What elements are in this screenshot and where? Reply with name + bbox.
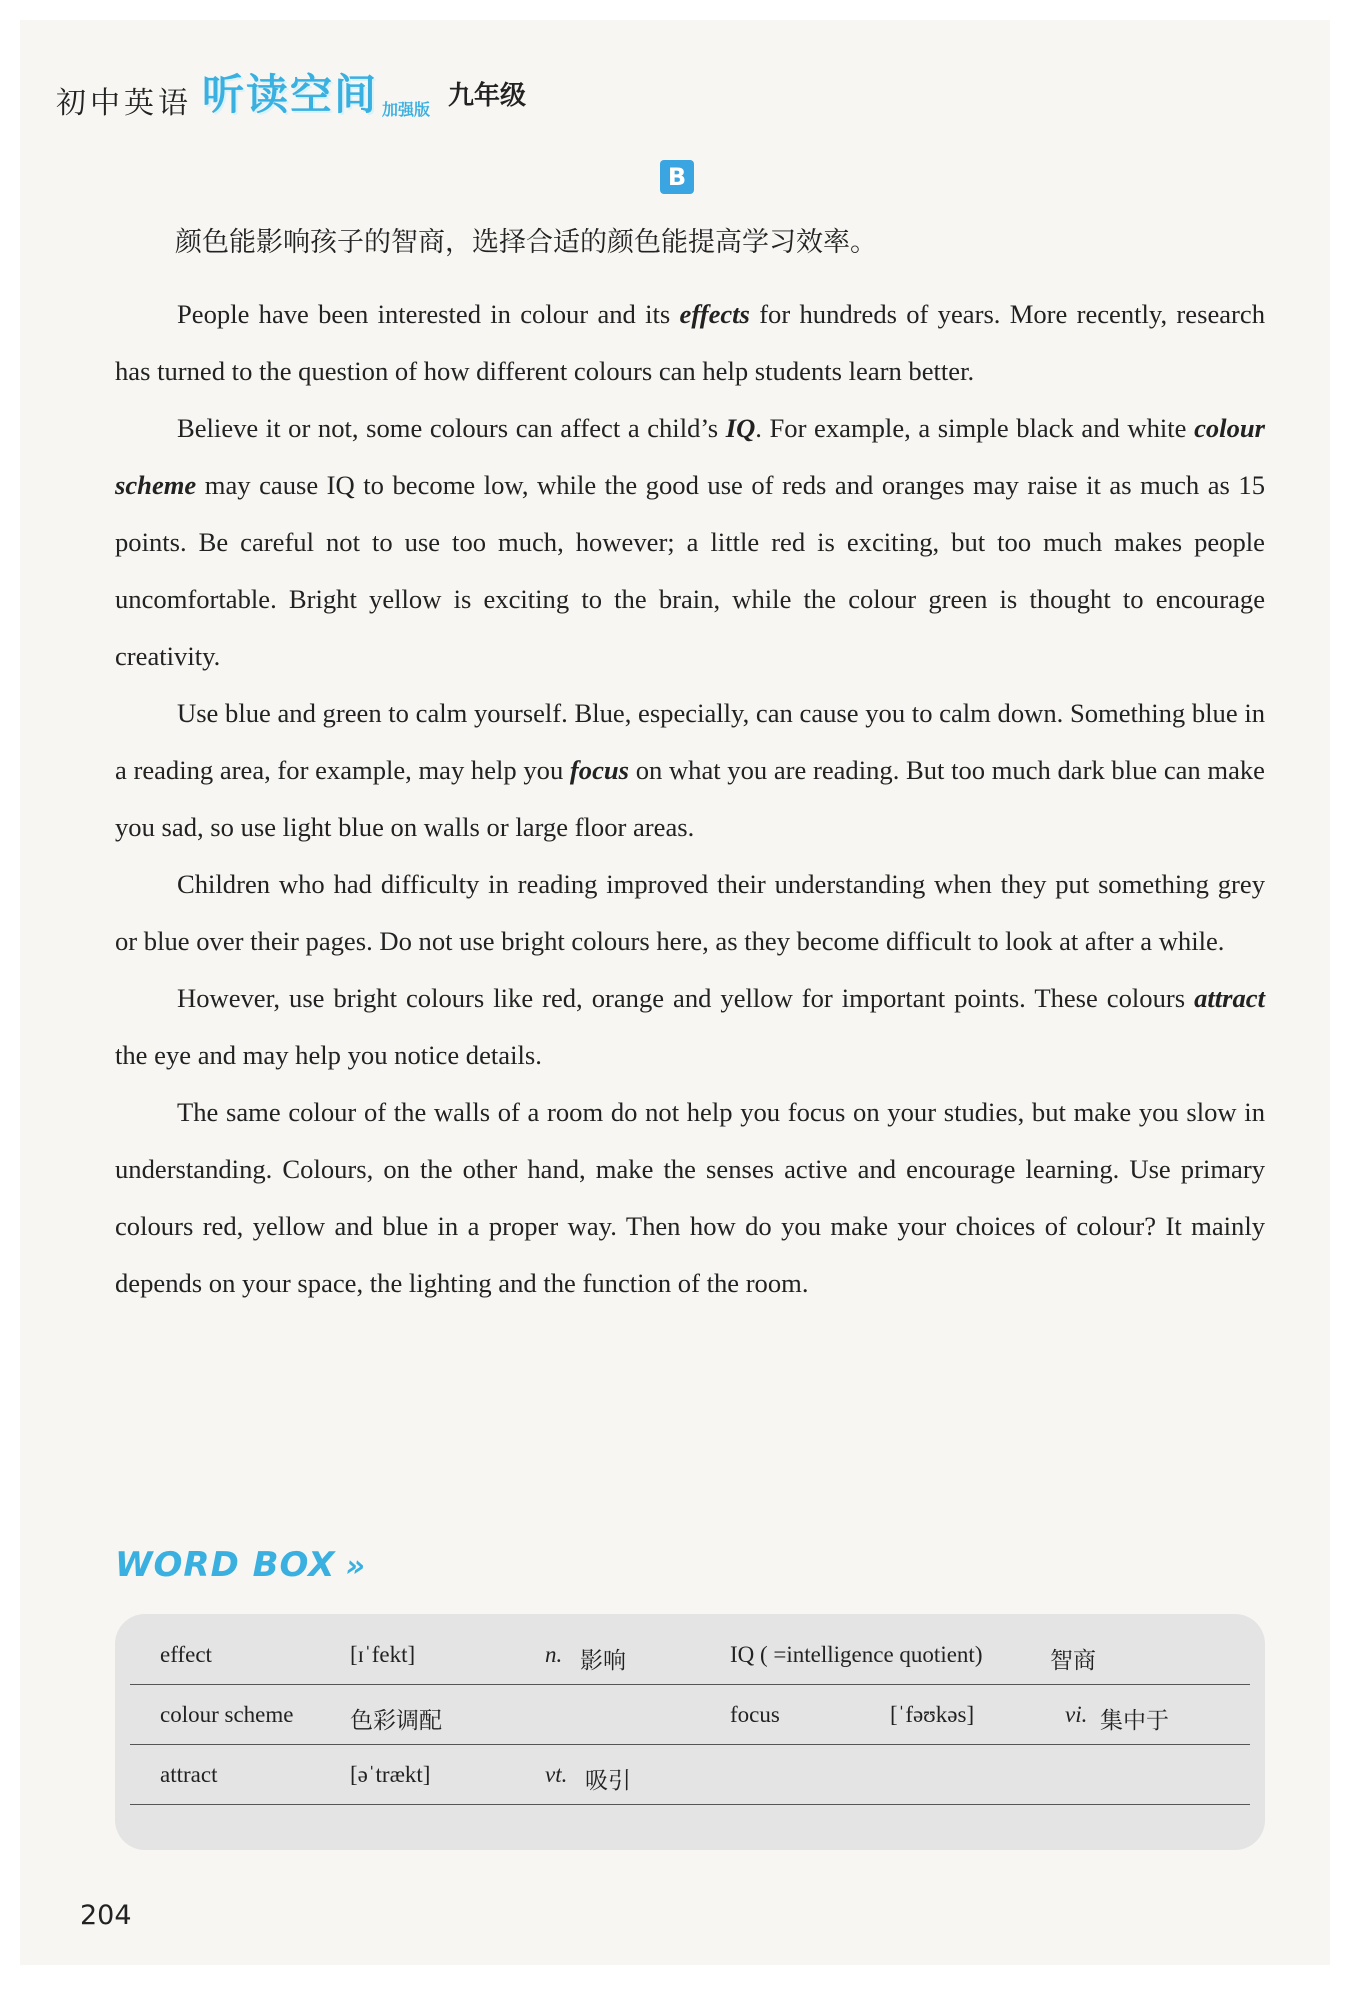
word-row bbox=[130, 1624, 1250, 1685]
paragraph-4: Children who had difficulty in reading improved their understanding when they put something grey or blue over their pages. Do not use bright colours here, as they become difficult to look at after a while. bbox=[115, 869, 1265, 956]
page-header bbox=[56, 62, 526, 122]
paragraph-2: Believe it or not, some colours can affect a child’s IQ. For example, a simple black and white colour scheme may cause IQ to become low, while the good use of reds and oranges may raise it as much as 15 points. Be careful not to use too much, however; a little red is exciting, but too much makes people uncomfortable. Bright yellow is exciting to the brain, while the colour green is thought to encourage creativity. bbox=[115, 413, 1266, 671]
series-title: 初中英语 bbox=[56, 86, 192, 121]
word-box bbox=[115, 1614, 1265, 1850]
part-of-speech: vi. bbox=[1065, 1702, 1088, 1727]
paragraph-5: However, use bright colours like red, orange and yellow for important points. These colours attract the eye and may help you notice details. bbox=[115, 983, 1265, 1070]
phonetic: [ɪˈfekt] bbox=[350, 1642, 416, 1667]
word-box-title: WORD BOX » bbox=[115, 1545, 366, 1585]
grade-label: 九年级 bbox=[448, 81, 527, 111]
chinese-intro: 颜色能影响孩子的智商，选择合适的颜色能提高学习效率。 bbox=[175, 227, 877, 258]
brand-logo: 听读空间 bbox=[202, 70, 379, 119]
meaning: 智商 bbox=[1050, 1648, 1096, 1673]
paragraph-1: People have been interested in colour and its effects for hundreds of years. More recently, research has turned to the question of how different colours can help students learn better. bbox=[115, 299, 1266, 386]
double-chevron-icon: » bbox=[345, 1549, 366, 1584]
part-of-speech: n. bbox=[545, 1642, 563, 1667]
phonetic: [əˈtrækt] bbox=[350, 1762, 431, 1787]
word: IQ ( =intelligence quotient) bbox=[730, 1642, 983, 1667]
word: colour scheme bbox=[160, 1702, 294, 1727]
keyword-attract: attract bbox=[1194, 983, 1265, 1013]
word: attract bbox=[160, 1762, 218, 1787]
word: focus bbox=[730, 1702, 780, 1727]
article-body bbox=[115, 286, 1265, 1312]
keyword-colour-scheme: colour scheme bbox=[115, 413, 1266, 500]
page-number: 204 bbox=[80, 1900, 132, 1931]
paragraph-3: Use blue and green to calm yourself. Blue, especially, can cause you to calm down. Something blue in a reading area, for example, may help you focus on what you are reading. But too much dark blue can make you sad, so use light blue on walls or large floor areas. bbox=[115, 698, 1265, 842]
keyword-focus: focus bbox=[569, 755, 630, 785]
meaning: 吸引 bbox=[585, 1768, 631, 1793]
meaning: 集中于 bbox=[1100, 1708, 1169, 1733]
meaning: 影响 bbox=[580, 1648, 626, 1673]
keyword-iq: IQ bbox=[725, 413, 756, 443]
part-of-speech: vt. bbox=[545, 1762, 568, 1787]
word: effect bbox=[160, 1642, 212, 1667]
word-row bbox=[130, 1684, 1250, 1745]
meaning: 色彩调配 bbox=[350, 1708, 442, 1733]
keyword-effects: effects bbox=[679, 299, 750, 329]
edition-label: 加强版 bbox=[382, 100, 431, 119]
section-badge: B bbox=[660, 160, 694, 194]
paragraph-6: The same colour of the walls of a room do not help you focus on your studies, but make you slow in understanding. Colours, on the other hand, make the senses active and encourage learning. Use primary colours red, yellow and blue in a proper way. Then how do you make your choices of colour? It mainly depends on your space, the lighting and the function of the room. bbox=[115, 1097, 1265, 1298]
phonetic: [ˈfəʊkəs] bbox=[890, 1702, 975, 1727]
page bbox=[20, 20, 1330, 1965]
word-row bbox=[130, 1744, 1250, 1805]
